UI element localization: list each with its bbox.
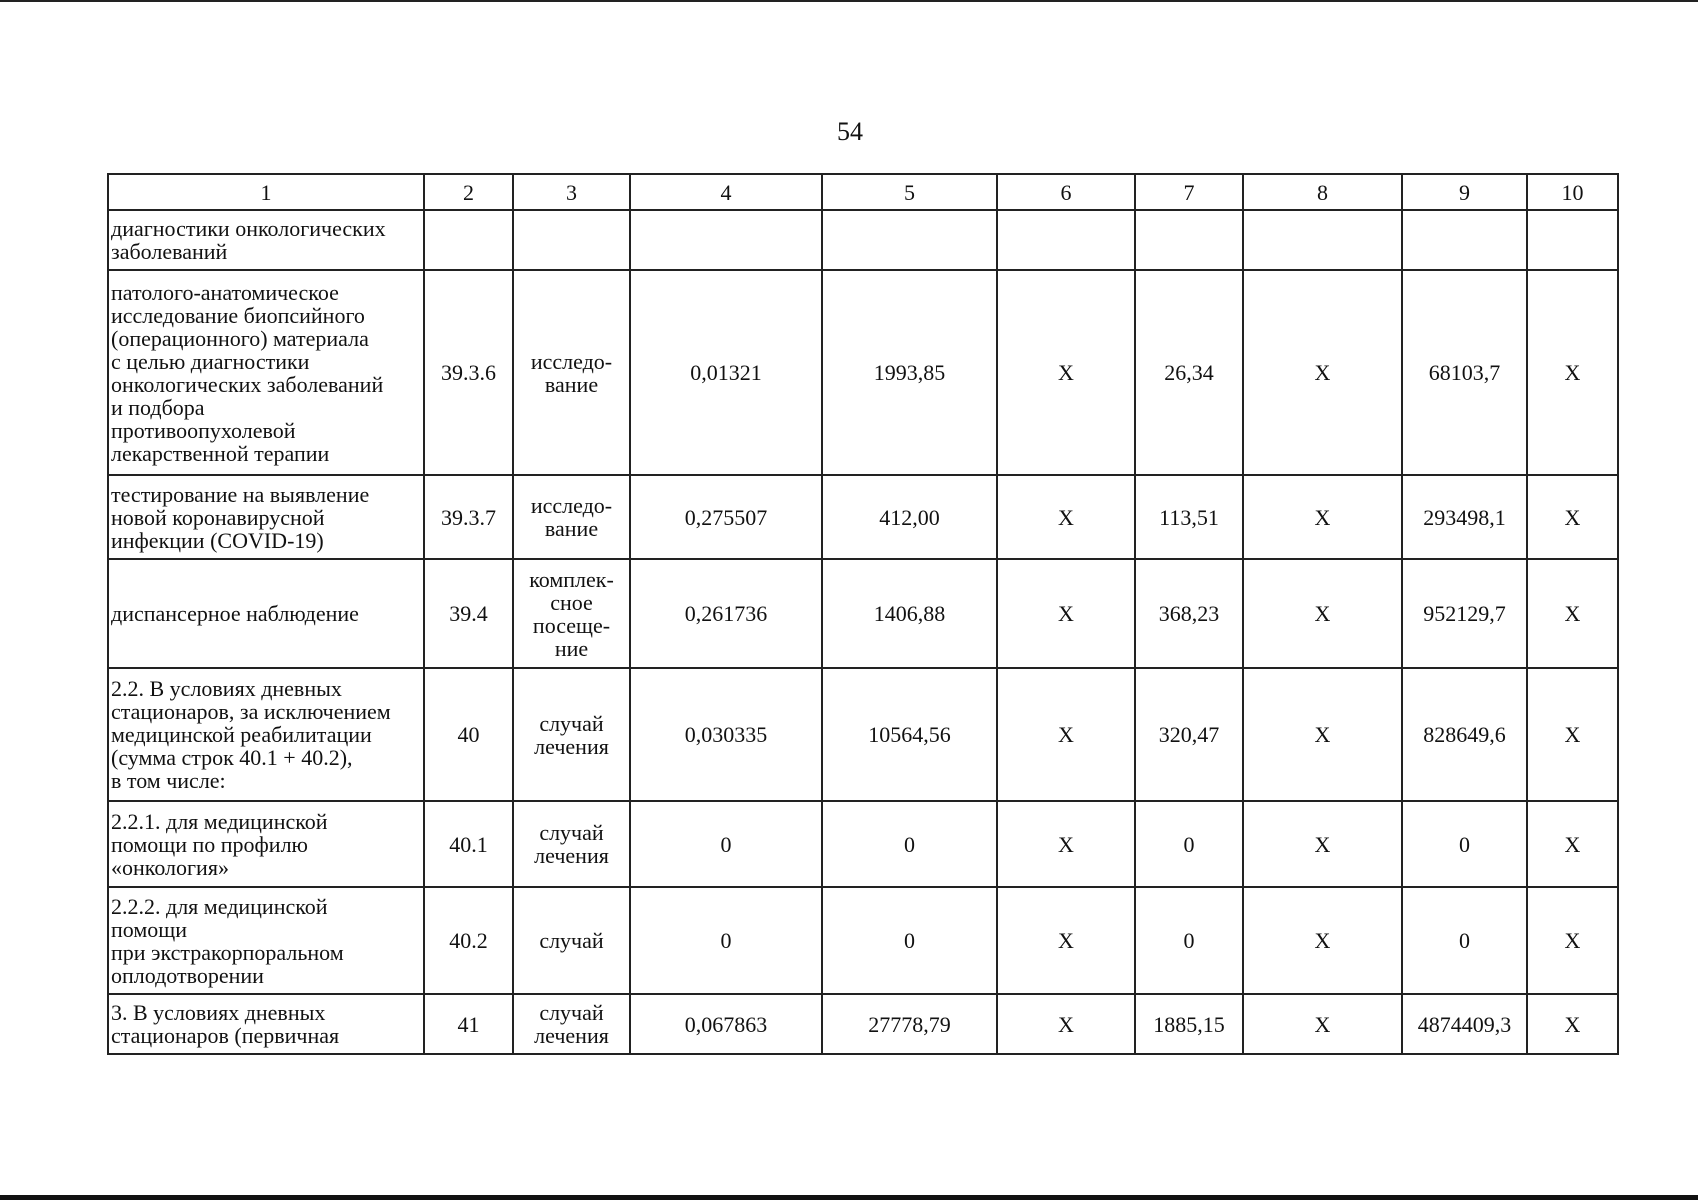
row-code: 40: [424, 668, 513, 801]
cell-col10: X: [1527, 994, 1618, 1054]
cell-col6: X: [997, 559, 1135, 668]
table-row: [108, 475, 1618, 559]
cell-col6: X: [997, 801, 1135, 887]
cell-col7: 113,51: [1135, 475, 1243, 559]
data-table: [107, 173, 1619, 1055]
cell-col7: 0: [1135, 887, 1243, 994]
row-unit: [513, 210, 630, 270]
cell-col9: 0: [1402, 887, 1527, 994]
cell-col4: 0,030335: [630, 668, 822, 801]
cell-col5: [822, 210, 997, 270]
cell-col6: X: [997, 270, 1135, 475]
table-row: [108, 801, 1618, 887]
column-header: 3: [513, 174, 630, 210]
cell-col5: 0: [822, 887, 997, 994]
header-row: [108, 174, 1618, 210]
row-code: [424, 210, 513, 270]
page-number: 54: [837, 117, 863, 146]
column-header: 4: [630, 174, 822, 210]
table-row: [108, 559, 1618, 668]
cell-col10: X: [1527, 559, 1618, 668]
row-unit: случай: [513, 887, 630, 994]
cell-col9: 4874409,3: [1402, 994, 1527, 1054]
cell-col9: 293498,1: [1402, 475, 1527, 559]
cell-col10: X: [1527, 475, 1618, 559]
cell-col5: 1993,85: [822, 270, 997, 475]
cell-col7: 368,23: [1135, 559, 1243, 668]
row-name: диспансерное наблюдение: [108, 559, 424, 668]
cell-col5: 27778,79: [822, 994, 997, 1054]
row-name: тестирование на выявление новой коронавирусной инфекции (COVID-19): [108, 475, 424, 559]
column-header: 7: [1135, 174, 1243, 210]
cell-col4: 0,01321: [630, 270, 822, 475]
scan-edge-top: [0, 0, 1698, 2]
table-row: [108, 270, 1618, 475]
row-name: 2.2.2. для медицинской помощи при экстракорпоральном оплодотворении: [108, 887, 424, 994]
table-row: [108, 210, 1618, 270]
row-unit: случай лечения: [513, 994, 630, 1054]
cell-col10: X: [1527, 668, 1618, 801]
row-code: 41: [424, 994, 513, 1054]
cell-col8: X: [1243, 801, 1402, 887]
cell-col4: 0,275507: [630, 475, 822, 559]
cell-col4: 0,067863: [630, 994, 822, 1054]
cell-col7: 26,34: [1135, 270, 1243, 475]
cell-col7: 0: [1135, 801, 1243, 887]
cell-col4: 0: [630, 887, 822, 994]
cell-col9: 68103,7: [1402, 270, 1527, 475]
cell-col8: X: [1243, 994, 1402, 1054]
cell-col4: 0,261736: [630, 559, 822, 668]
cell-col5: 0: [822, 801, 997, 887]
cell-col9: 952129,7: [1402, 559, 1527, 668]
cell-col6: X: [997, 475, 1135, 559]
row-code: 40.2: [424, 887, 513, 994]
column-header: 10: [1527, 174, 1618, 210]
cell-col6: [997, 210, 1135, 270]
row-code: 39.3.7: [424, 475, 513, 559]
column-header: 6: [997, 174, 1135, 210]
cell-col4: [630, 210, 822, 270]
row-unit: исследо- вание: [513, 270, 630, 475]
cell-col7: 320,47: [1135, 668, 1243, 801]
cell-col4: 0: [630, 801, 822, 887]
column-header: 8: [1243, 174, 1402, 210]
scan-edge-bottom: [0, 1195, 1698, 1200]
row-name: 2.2.1. для медицинской помощи по профилю «онкология»: [108, 801, 424, 887]
cell-col5: 1406,88: [822, 559, 997, 668]
row-name: диагностики онкологических заболеваний: [108, 210, 424, 270]
cell-col6: X: [997, 887, 1135, 994]
cell-col6: X: [997, 994, 1135, 1054]
row-name: патолого-анатомическое исследование биопсийного (операционного) материала с целью диагностики онкологических заболеваний и подбора противоопухолевой лекарственной терапии: [108, 270, 424, 475]
row-unit: случай лечения: [513, 668, 630, 801]
row-code: 39.4: [424, 559, 513, 668]
column-header: 5: [822, 174, 997, 210]
cell-col9: [1402, 210, 1527, 270]
cell-col5: 412,00: [822, 475, 997, 559]
column-header: 2: [424, 174, 513, 210]
cell-col8: [1243, 210, 1402, 270]
cell-col10: X: [1527, 887, 1618, 994]
row-unit: комплек- сное посеще- ние: [513, 559, 630, 668]
cell-col8: X: [1243, 559, 1402, 668]
cell-col7: 1885,15: [1135, 994, 1243, 1054]
cell-col9: 0: [1402, 801, 1527, 887]
cell-col5: 10564,56: [822, 668, 997, 801]
cell-col8: X: [1243, 270, 1402, 475]
table-row: [108, 994, 1618, 1054]
cell-col7: [1135, 210, 1243, 270]
table-row: [108, 887, 1618, 994]
row-name: 3. В условиях дневных стационаров (первичная: [108, 994, 424, 1054]
row-code: 39.3.6: [424, 270, 513, 475]
table-row: [108, 668, 1618, 801]
cell-col10: X: [1527, 801, 1618, 887]
row-unit: исследо- вание: [513, 475, 630, 559]
column-header: 9: [1402, 174, 1527, 210]
row-unit: случай лечения: [513, 801, 630, 887]
cell-col6: X: [997, 668, 1135, 801]
cell-col9: 828649,6: [1402, 668, 1527, 801]
row-name: 2.2. В условиях дневных стационаров, за исключением медицинской реабилитации (сумма строк 40.1 + 40.2), в том числе:: [108, 668, 424, 801]
cell-col10: X: [1527, 270, 1618, 475]
column-header: 1: [108, 174, 424, 210]
cell-col8: X: [1243, 668, 1402, 801]
row-code: 40.1: [424, 801, 513, 887]
cell-col10: [1527, 210, 1618, 270]
cell-col8: X: [1243, 887, 1402, 994]
cell-col8: X: [1243, 475, 1402, 559]
